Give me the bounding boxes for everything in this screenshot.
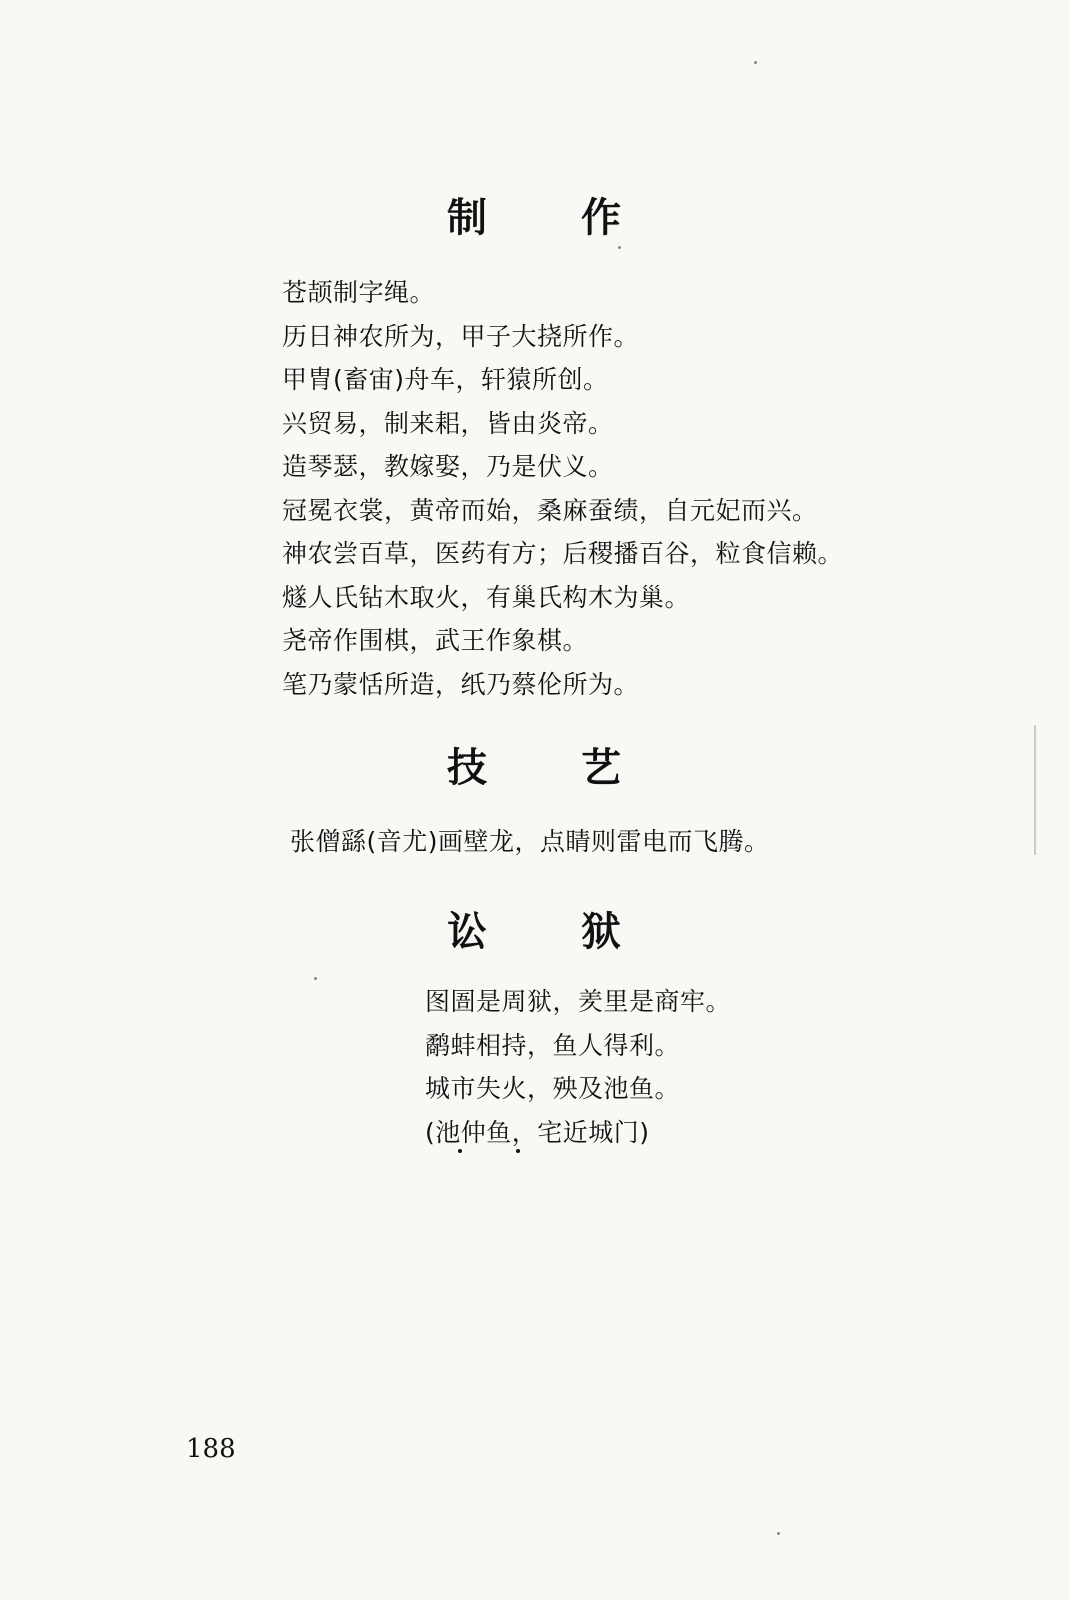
heading-char: 作	[580, 195, 623, 241]
heading-char: 制	[447, 195, 490, 241]
text-line: 苍颉制字绳。	[282, 278, 436, 307]
heading-char: 狱	[580, 909, 623, 955]
production-section	[282, 271, 843, 706]
text-line: 冠冕衣裳，黄帝而始，桑麻蚕绩，自元妃而兴。	[282, 495, 818, 525]
paper-speck	[777, 1532, 780, 1535]
section-heading-production	[0, 194, 1070, 242]
page-number: 188	[186, 1434, 236, 1464]
text-line: 甲胄(畜宙)舟车，轩猿所创。	[282, 365, 609, 394]
heading-char: 技	[447, 745, 490, 791]
paper-speck	[754, 61, 757, 64]
text-line: (池仲鱼，宅近城门)	[425, 1117, 650, 1147]
section-heading-litigation	[0, 908, 1070, 956]
text-line: 神农尝百草，医药有方；后稷播百谷，粒食信赖。	[282, 539, 844, 568]
paper-speck	[618, 246, 621, 249]
text-line: 尧帝作围棋，武王作象棋。	[282, 626, 589, 655]
emphasis-dot	[458, 1149, 462, 1153]
text-line: 图圄是周狱，羑里是商牢。	[425, 987, 732, 1016]
section-heading-skills	[0, 744, 1070, 792]
litigation-section	[425, 980, 731, 1154]
text-line: 燧人氏钻木取火，有巢氏构木为巢。	[282, 582, 691, 612]
text-line: 历日神农所为，甲子大挠所作。	[282, 321, 640, 351]
text-line: 鹬蚌相持，鱼人得利。	[425, 1030, 681, 1060]
heading-char: 讼	[447, 909, 490, 955]
skills-section	[290, 820, 770, 864]
text-line: 笔乃蒙恬所造，纸乃蔡伦所为。	[282, 669, 640, 699]
text-line: 造琴瑟，教嫁娶，乃是伏义。	[282, 452, 614, 481]
heading-char: 艺	[580, 745, 623, 791]
text-line: 城市失火，殃及池鱼。	[425, 1074, 681, 1103]
text-line: 兴贸易，制来耜，皆由炎帝。	[282, 408, 614, 438]
text-line: 张僧繇(音尤)画壁龙，点睛则雷电而飞腾。	[290, 827, 770, 856]
emphasis-dot	[516, 1149, 520, 1153]
paper-speck	[314, 977, 317, 980]
